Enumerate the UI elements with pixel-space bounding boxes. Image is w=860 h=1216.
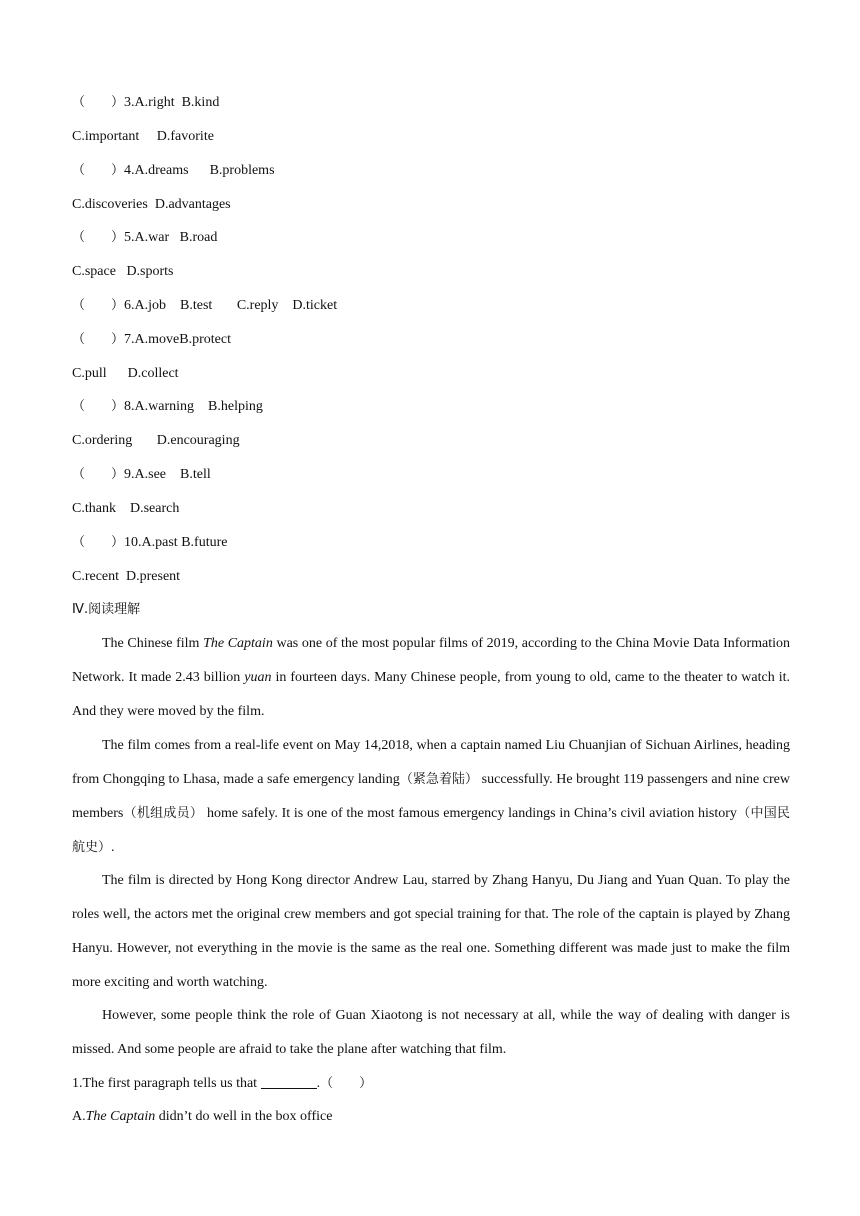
section-title: Ⅳ.阅读理解	[72, 602, 141, 617]
question-5-line-2: C.space D.sports	[72, 264, 174, 279]
question-5-line-1: （ ）5.A.war B.road	[72, 230, 218, 245]
comprehension-question-1: 1.The first paragraph tells us that .（ ）	[72, 1076, 373, 1091]
question-3-line-2: C.important D.favorite	[72, 129, 214, 144]
passage-paragraph-2: The film comes from a real-life event on May 14,2018, when a captain named Liu Chuanjian of Sichuan Airlines, heading from Chongqing to Lhasa, made a safe emergency landing（紧急着陆） successfully. He brought 119 passengers and nine crew members（机组成员） home safely. It is one of the most famous emergency landings in China’s civil aviation history（中国民航史）.	[72, 738, 790, 855]
question-10-line-2: C.recent D.present	[72, 569, 181, 584]
question-4-line-1: （ ）4.A.dreams B.problems	[72, 163, 275, 178]
passage-paragraph-4: However, some people think the role of Guan Xiaotong is not necessary at all, while the way of dealing with danger is missed. And some people are afraid to take the plane after watching that film.	[72, 1008, 790, 1057]
film-title: The Captain	[203, 636, 273, 651]
question-4-line-2: C.discoveries D.advantages	[72, 197, 231, 212]
question-6-line-1: （ ）6.A.job B.test C.reply D.ticket	[72, 298, 338, 313]
question-10-line-1: （ ）10.A.past B.future	[72, 535, 228, 550]
answer-blank[interactable]	[261, 1074, 317, 1089]
question-3-line-1: （ ）3.A.right B.kind	[72, 95, 220, 110]
passage-paragraph-1: The Chinese film The Captain was one of the most popular films of 2019, according to the China Movie Data Information Network. It made 2.43 billion yuan in fourteen days. Many Chinese people, from young to old, came to the theater to watch it. And they were moved by the film.	[72, 636, 790, 719]
question-7-line-2: C.pull D.collect	[72, 366, 179, 381]
question-8-line-2: C.ordering D.encouraging	[72, 433, 240, 448]
comprehension-option-a: A.The Captain didn’t do well in the box office	[72, 1109, 333, 1124]
question-8-line-1: （ ）8.A.warning B.helping	[72, 399, 263, 414]
question-7-line-1: （ ）7.A.moveB.protect	[72, 332, 231, 347]
passage-paragraph-3: The film is directed by Hong Kong director Andrew Lau, starred by Zhang Hanyu, Du Jiang and Yuan Quan. To play the roles well, the actors met the original crew members and got special training for that. The role of the captain is played by Zhang Hanyu. However, not everything in the movie is the same as the real one. Something different was made just to make the film more exciting and worth watching.	[72, 873, 790, 990]
question-9-line-1: （ ）9.A.see B.tell	[72, 467, 211, 482]
question-9-line-2: C.thank D.search	[72, 501, 180, 516]
